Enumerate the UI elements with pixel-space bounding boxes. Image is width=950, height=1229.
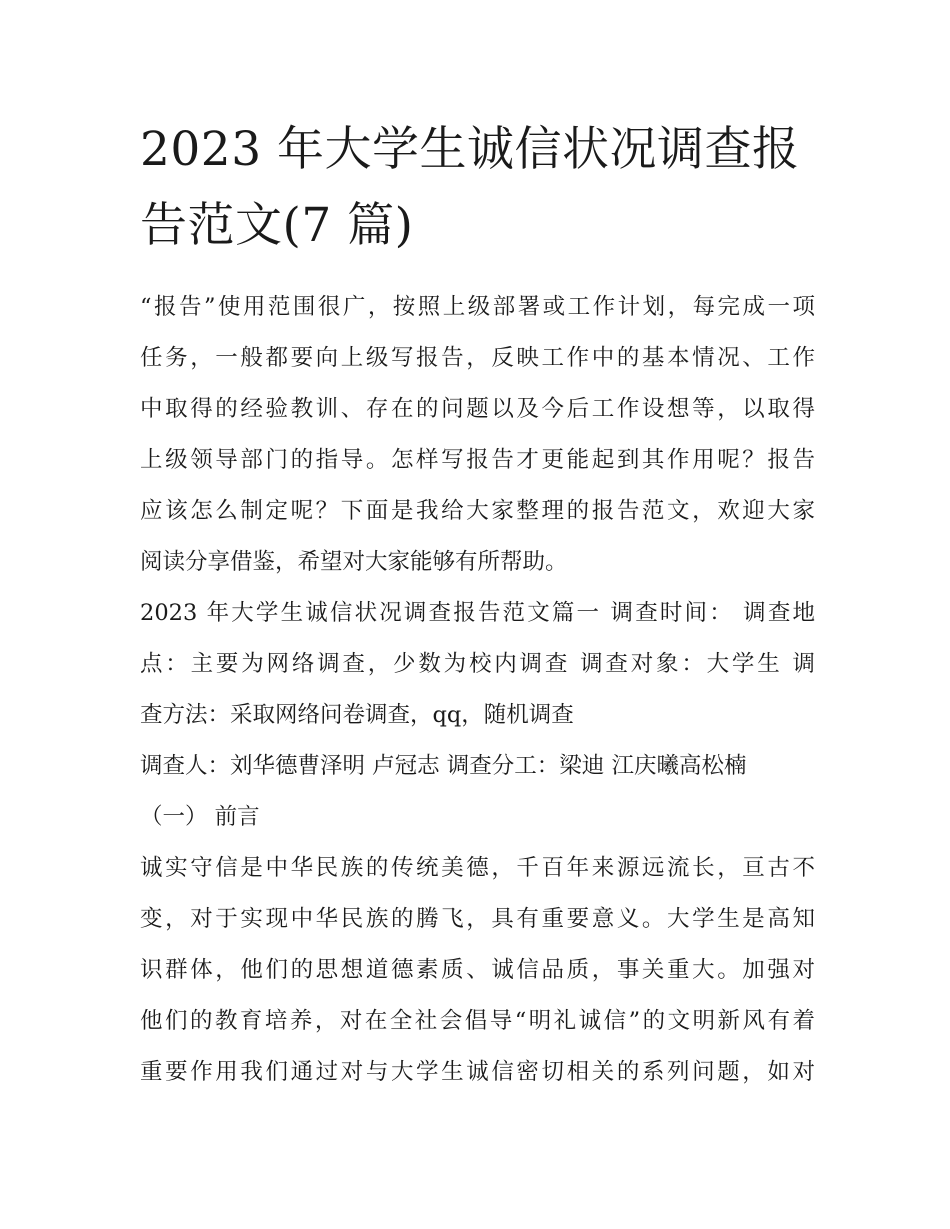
survey-staff-paragraph [140, 741, 815, 792]
text-line: 上级领导部门的指导。怎样写报告才更能起到其作用呢？报告 [140, 447, 815, 473]
title-line: 告范文(7 篇) [140, 198, 414, 253]
document-page [140, 112, 815, 1098]
text-line: 诚实守信是中华民族的传统美德，千百年来源远流长，亘古不 [140, 855, 815, 881]
text-line: 应该怎么制定呢？下面是我给大家整理的报告范文，欢迎大家 [140, 498, 815, 524]
section-heading [140, 792, 815, 843]
text-line: 重要作用我们通过对与大学生诚信密切相关的系列问题，如对 [140, 1059, 815, 1085]
text-line: 识群体，他们的思想道德素质、诚信品质，事关重大。加强对 [140, 957, 815, 983]
text-line: 任务，一般都要向上级写报告，反映工作中的基本情况、工作 [140, 345, 815, 371]
survey-info-paragraph [140, 588, 815, 741]
text-line: 中取得的经验教训、存在的问题以及今后工作设想等，以取得 [140, 396, 815, 422]
text-line: “报告”使用范围很广，按照上级部署或工作计划，每完成一项 [140, 294, 815, 320]
text-line: 调查人：刘华德曹泽明 卢冠志 调查分工：梁迪 江庆曦高松楠 [140, 753, 747, 779]
text-line: 他们的教育培养，对在全社会倡导“明礼诚信”的文明新风有着 [140, 1008, 815, 1034]
document-body [140, 282, 815, 1098]
document-title [140, 112, 815, 264]
text-line: 点：主要为网络调查，少数为校内调查 调查对象：大学生 调 [140, 651, 815, 677]
text-line: （一） 前言 [140, 804, 260, 830]
text-line: 变，对于实现中华民族的腾飞，具有重要意义。大学生是高知 [140, 906, 815, 932]
title-line: 2023 年大学生诚信状况调查报 [140, 122, 800, 177]
text-line: 查方法：采取网络问卷调查，qq，随机调查 [140, 702, 574, 728]
text-line: 阅读分享借鉴，希望对大家能够有所帮助。 [140, 549, 568, 575]
text-line: 2023 年大学生诚信状况调查报告范文篇一 调查时间： 调查地 [140, 600, 815, 626]
intro-paragraph [140, 282, 815, 588]
preface-paragraph [140, 843, 815, 1098]
